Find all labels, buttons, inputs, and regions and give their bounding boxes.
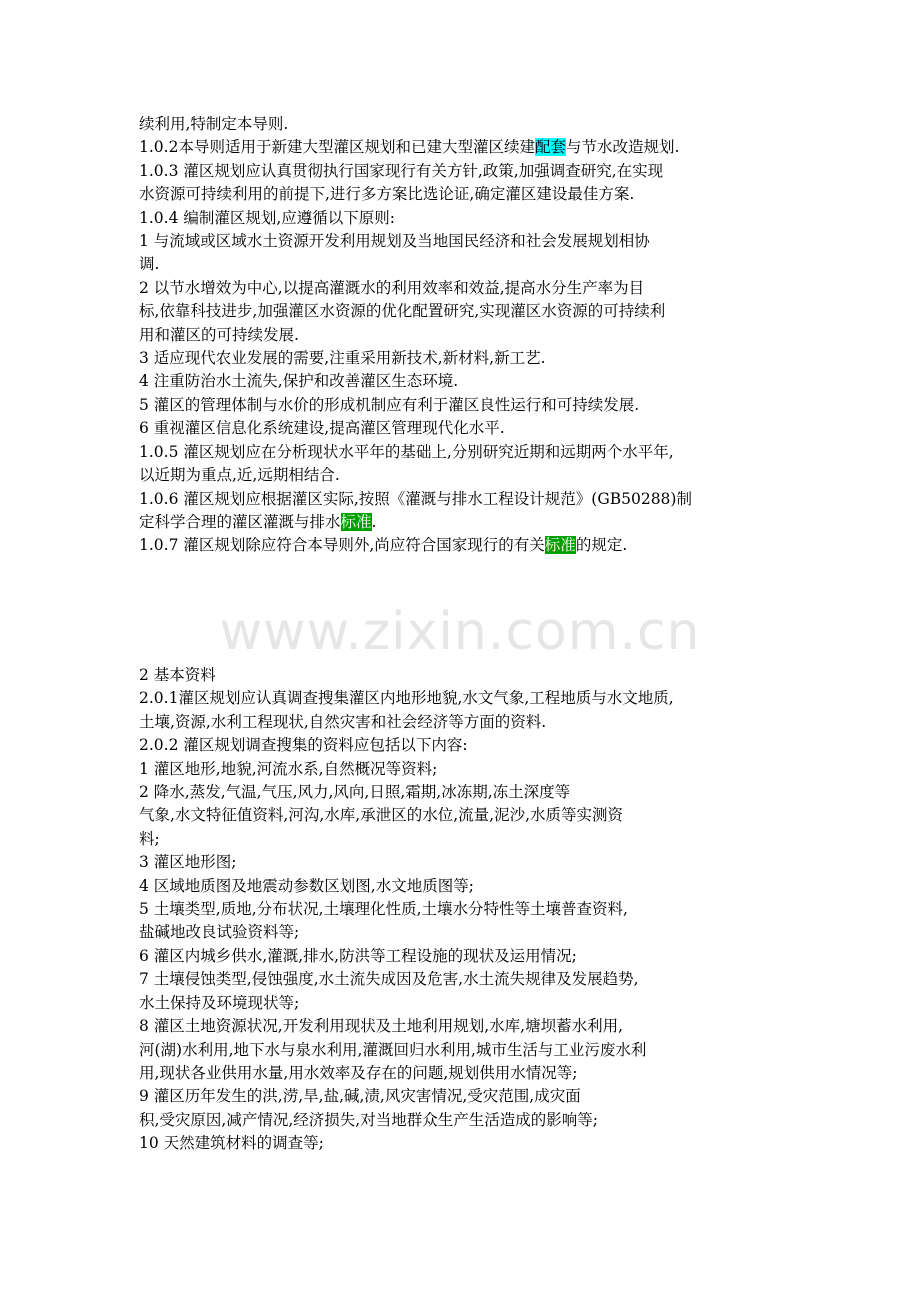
text-line: 2 以节水增效为中心,以提高灌溉水的利用效率和效益,提高水分生产率为目 [139,278,645,297]
text-line: 用,现状各业供用水量,用水效率及存在的问题,规划供用水情况等; [139,1063,578,1082]
text-line: 料; [139,829,160,848]
text-line: 河(湖)水利用,地下水与泉水利用,灌溉回归水利用,城市生活与工业污废水利 [139,1040,647,1059]
text-line: 标,依靠科技进步,加强灌区水资源的优化配置研究,实现灌区水资源的可持续利 [139,302,666,321]
text-line: 4 注重防治水土流失,保护和改善灌区生态环境. [139,372,459,391]
text-line: 5 灌区的管理体制与水价的形成机制应有利于灌区良性运行和可持续发展. [139,395,640,414]
text-line: 7 土壤侵蚀类型,侵蚀强度,水土流失成因及危害,水土流失规律及发展趋势, [139,970,639,989]
text-line: 9 灌区历年发生的洪,涝,旱,盐,碱,渍,风灾害情况,受灾范围,成灾面 [139,1087,581,1106]
text-line: 以近期为重点,近,远期相结合. [139,466,340,485]
text-line [139,534,799,557]
text-line: 3 适应现代农业发展的需要,注重采用新技术,新材料,新工艺. [139,349,546,368]
text-line: 5 土壤类型,质地,分布状况,土壤理化性质,土壤水分特性等土壤普查资料, [139,900,628,919]
text-line: 气象,水文特征值资料,河沟,水库,承泄区的水位,流量,泥沙,水质等实测资 [139,806,623,825]
text-segment: 与节水改造规划. [565,138,680,157]
text-segment: . [371,512,377,531]
text-line: 2.0.1灌区规划应认真调查搜集灌区内地形地貌,水文气象,工程地质与水文地质, [139,689,674,708]
highlight-biaozhun: 标准 [340,512,372,531]
text-line: 1.0.6 灌区规划应根据灌区实际,按照《灌溉与排水工程设计规范》(GB50288)制 [139,489,692,508]
text-line [139,136,799,159]
text-segment: 定科学合理的灌区灌溉与排水 [139,512,341,531]
text-line: 盐碱地改良试验资料等; [139,923,300,942]
text-line: 6 重视灌区信息化系统建设,提高灌区管理现代化水平. [139,419,505,438]
text-line: 土壤,资源,水利工程现状,自然灾害和社会经济等方面的资料. [139,712,547,731]
highlight-biaozhun: 标准 [544,536,576,555]
section-2-text [139,664,799,1156]
text-line: 4 区域地质图及地震动参数区划图,水文地质图等; [139,876,474,895]
highlight-peitao: 配套 [534,138,566,157]
text-line: 8 灌区土地资源状况,开发利用现状及土地利用规划,水库,塘坝蓄水利用, [139,1017,623,1036]
text-segment: 1.0.7 灌区规划除应符合本导则外,尚应符合国家现行的有关 [139,536,545,555]
text-line: 1 灌区地形,地貌,河流水系,自然概况等资料; [139,759,438,778]
text-segment: 1.0.2本导则适用于新建大型灌区规划和已建大型灌区续建 [139,138,535,157]
text-line: 3 灌区地形图; [139,853,237,872]
section-1-text [139,113,799,558]
text-line: 2 降水,蒸发,气温,气压,风力,风向,日照,霜期,冰冻期,冻土深度等 [139,783,571,802]
text-segment: 的规定. [575,536,628,555]
section-heading: 2 基本资料 [139,666,216,684]
text-line: 水土保持及环境现状等; [139,993,300,1012]
text-line: 1 与流域或区域水土资源开发利用规划及当地国民经济和社会发展规划相协 [139,232,650,251]
text-line: 6 灌区内城乡供水,灌溉,排水,防洪等工程设施的现状及运用情况; [139,946,577,965]
text-line: 1.0.5 灌区规划应在分析现状水平年的基础上,分别研究近期和远期两个水平年, [139,442,674,461]
text-line: 积,受灾原因,减产情况,经济损失,对当地群众生产生活造成的影响等; [139,1110,598,1129]
text-line: 10 天然建筑材料的调查等; [139,1134,324,1153]
text-line [139,511,799,534]
text-line: 1.0.4 编制灌区规划,应遵循以下原则: [139,208,396,227]
text-line: 用和灌区的可持续发展. [139,325,299,344]
watermark: www.zixin.com.cn [219,602,701,662]
text-line: 2.0.2 灌区规划调查搜集的资料应包括以下内容: [139,736,468,755]
text-line: 续利用,特制定本导则. [139,115,289,133]
text-line: 调. [139,255,160,274]
text-line: 1.0.3 灌区规划应认真贯彻执行国家现行有关方针,政策,加强调查研究,在实现 [139,161,664,180]
text-line: 水资源可持续利用的前提下,进行多方案比选论证,确定灌区建设最佳方案. [139,185,635,204]
